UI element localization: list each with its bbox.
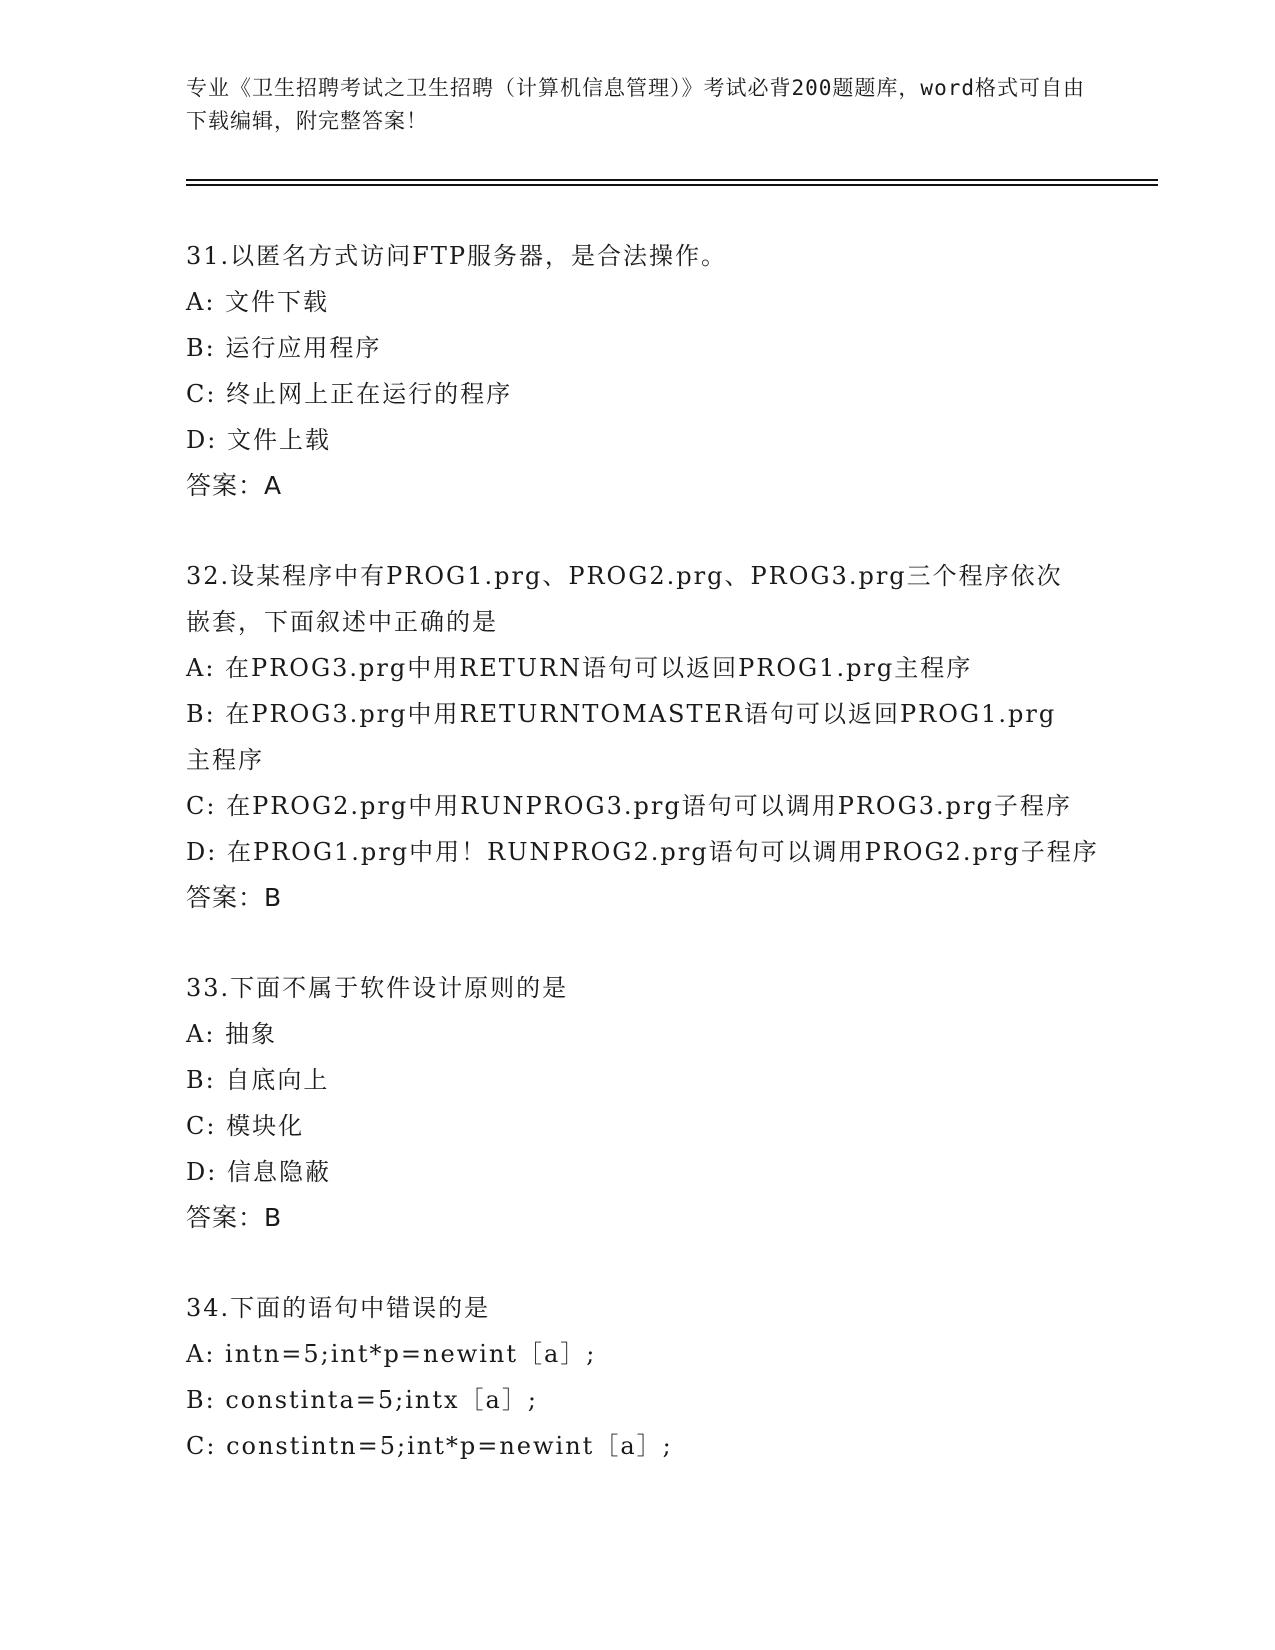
option-c: C: 终止网上正在运行的程序 bbox=[186, 380, 513, 408]
option-c: C: 模块化 bbox=[186, 1112, 305, 1140]
option-d: D: 信息隐蔽 bbox=[186, 1158, 331, 1186]
answer: 答案：B bbox=[186, 1203, 283, 1232]
option-c: C: constintn=5;int*p=newint［a］; bbox=[186, 1432, 673, 1460]
option-a: A: 在PROG3.prg中用RETURN语句可以返回PROG1.prg主程序 bbox=[186, 654, 973, 682]
header-divider-secondary bbox=[186, 184, 1158, 186]
question-33 bbox=[186, 965, 1086, 1241]
option-b: B: 自底向上 bbox=[186, 1066, 330, 1094]
option-c: C: 在PROG2.prg中用RUNPROG3.prg语句可以调用PROG3.prg子程序 bbox=[186, 792, 1072, 820]
question-32 bbox=[186, 553, 1099, 921]
option-d: D: 文件上载 bbox=[186, 426, 331, 454]
option-d: D: 在PROG1.prg中用！RUNPROG2.prg语句可以调用PROG2.prg子程序 bbox=[186, 838, 1099, 866]
option-a: A: 抽象 bbox=[186, 1020, 278, 1048]
option-a: A: intn=5;int*p=newint［a］; bbox=[186, 1340, 597, 1368]
answer: 答案：B bbox=[186, 883, 283, 912]
option-b: B: 运行应用程序 bbox=[186, 334, 382, 362]
answer: 答案：A bbox=[186, 471, 283, 500]
question-stem: 33.下面不属于软件设计原则的是 bbox=[186, 974, 569, 1002]
question-34 bbox=[186, 1285, 1086, 1469]
question-list bbox=[186, 233, 1099, 1513]
question-stem: 31.以匿名方式访问FTP服务器，是合法操作。 bbox=[186, 242, 727, 270]
question-stem: 32.设某程序中有PROG1.prg、PROG2.prg、PROG3.prg三个程序依次嵌套，下面叙述中正确的是 bbox=[186, 562, 1063, 636]
option-b: B: 在PROG3.prg中用RETURNTOMASTER语句可以返回PROG1.prg主程序 bbox=[186, 700, 1057, 774]
document-header: 专业《卫生招聘考试之卫生招聘（计算机信息管理）》考试必背200题题库，word格式可自由下载编辑，附完整答案！ bbox=[186, 76, 1085, 133]
question-31 bbox=[186, 233, 1086, 509]
question-stem: 34.下面的语句中错误的是 bbox=[186, 1294, 491, 1322]
header-divider bbox=[186, 179, 1158, 181]
option-b: B: constinta=5;intx［a］; bbox=[186, 1386, 538, 1414]
option-a: A: 文件下载 bbox=[186, 288, 330, 316]
